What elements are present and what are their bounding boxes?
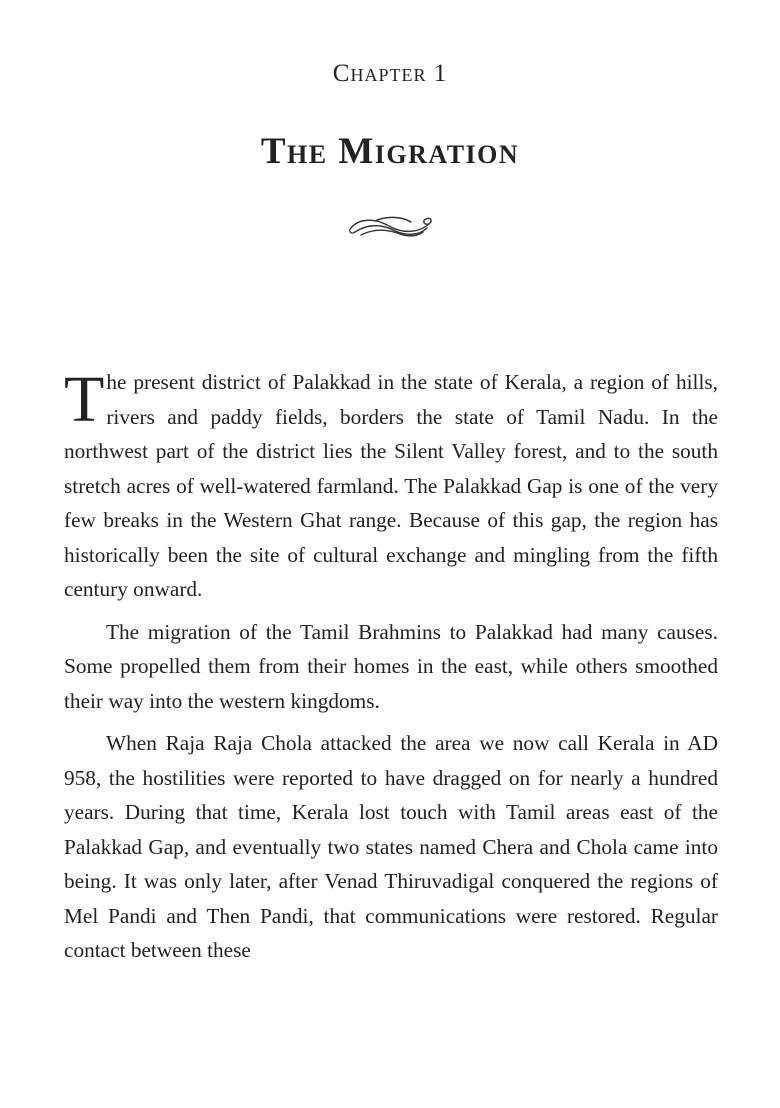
body-text — [64, 365, 718, 976]
paragraph-3: When Raja Raja Chola attacked the area we now call Kerala in AD 958, the hostilities were reported to have dragged on for nearly a hundred years. During that time, Kerala lost touch with Tamil areas east of the Palakkad Gap, and eventually two states named Chera and Chola came into being. It was only later, after Venad Thiruvadigal conquered the regions of Mel Pandi and Then Pandi, that communications were restored. Regular contact between these — [64, 731, 718, 962]
chapter-title: The Migration — [260, 131, 520, 172]
paragraph-2: The migration of the Tamil Brahmins to Palakkad had many causes. Some propelled them from their homes in the east, while others smoothed their way into the western kingdoms. — [64, 619, 718, 713]
paragraph-1-text: he present district of Palakkad in the state of Kerala, a region of hills, rivers and paddy fields, borders the state of Tamil Nadu. In the northwest part of the district lies the Silent Valley forest, and to the south stretch acres of well-watered farmland. The Palakkad Gap is one of the very few breaks in the Western Ghat range. Because of this gap, the region has historically been the site of cultural exchange and mingling from the fifth century onward. — [64, 370, 718, 601]
drop-cap: T — [64, 363, 105, 436]
chapter-label: Chapter 1 — [332, 60, 448, 87]
paragraph-1 — [64, 365, 718, 607]
flourish-ornament-icon — [345, 212, 435, 242]
